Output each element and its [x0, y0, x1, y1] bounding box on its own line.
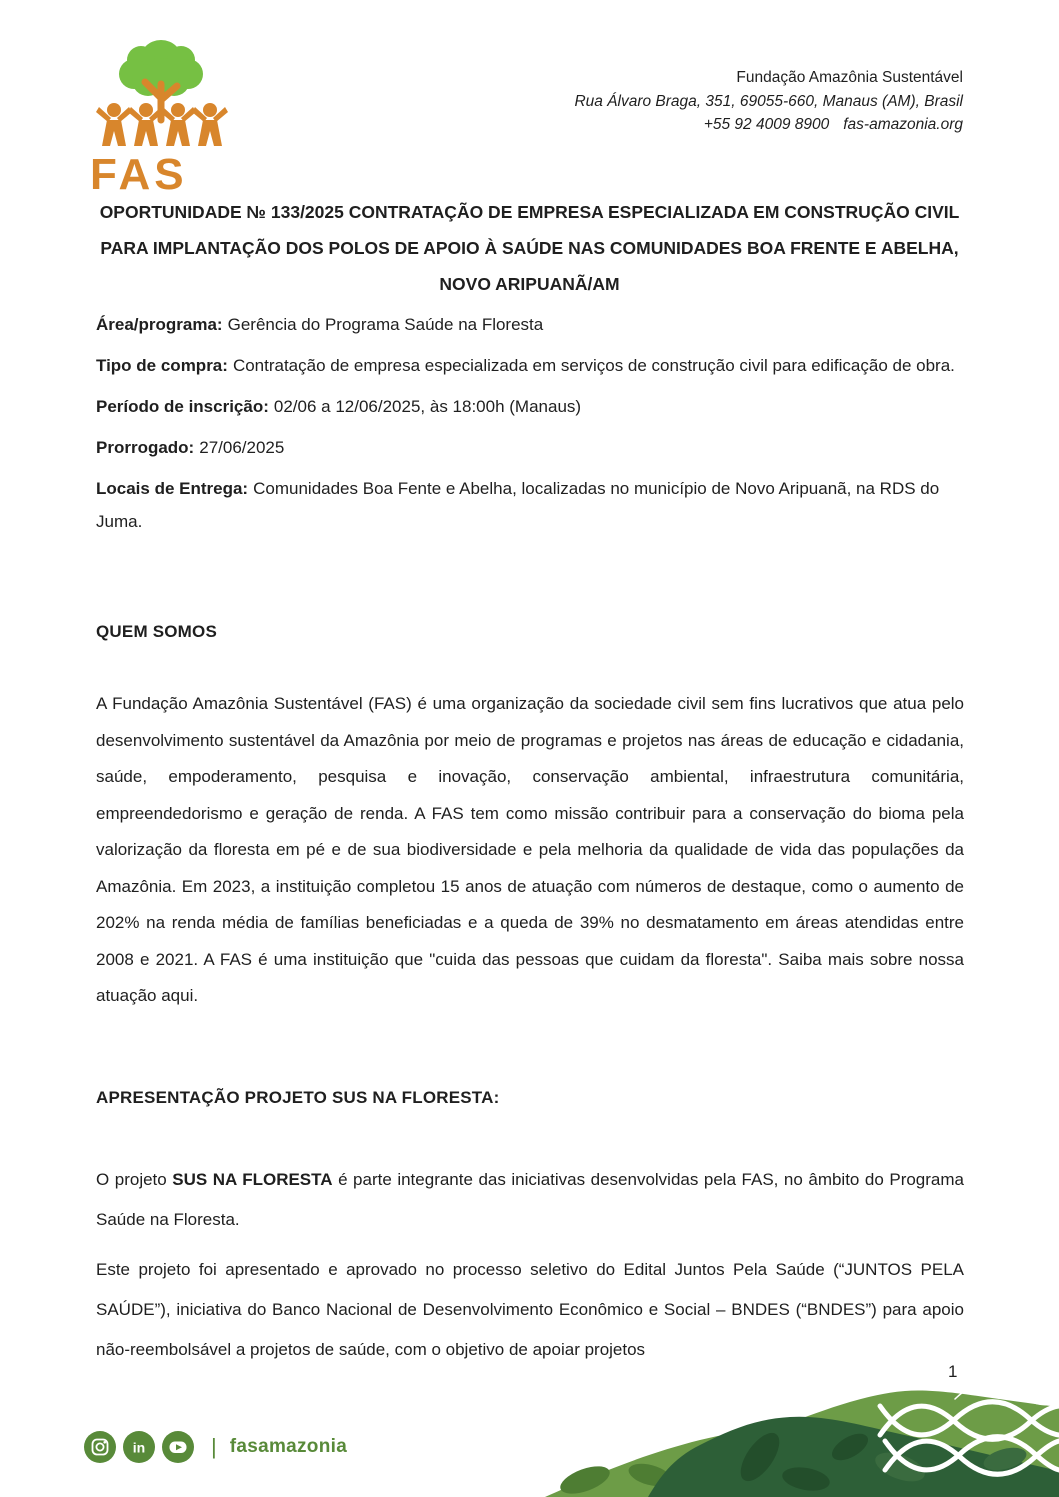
- field-label: Locais de Entrega:: [96, 479, 249, 498]
- org-name: Fundação Amazônia Sustentável: [736, 69, 963, 86]
- info-field-periodo: [96, 390, 964, 423]
- intro-text: O projeto: [96, 1170, 173, 1189]
- section-heading-apresentacao: APRESENTAÇÃO PROJETO SUS NA FLORESTA:: [96, 1088, 500, 1107]
- field-label: Prorrogado:: [96, 438, 195, 457]
- footer-social-bar: [84, 1431, 347, 1463]
- info-fields: [96, 308, 964, 546]
- tree-people-icon: [86, 36, 236, 148]
- field-label: Tipo de compra:: [96, 356, 228, 375]
- field-label: Área/programa:: [96, 315, 223, 334]
- linkedin-icon[interactable]: [123, 1431, 155, 1463]
- youtube-icon[interactable]: [162, 1431, 194, 1463]
- project-edital-paragraph: Este projeto foi apresentado e aprovado no processo seletivo do Edital Juntos Pela Saúde (“JUNTOS PELA SAÚDE”), iniciativa do Banco Nacional de Desenvolvimento Econômico e Social – BNDES (“BNDES”) para apoio não-reembolsável a projetos de saúde, com o objetivo de apoiar projetos: [96, 1260, 964, 1359]
- page-number: 1: [948, 1362, 958, 1381]
- org-website: fas-amazonia.org: [843, 116, 963, 133]
- document-title: OPORTUNIDADE № 133/2025 CONTRATAÇÃO DE EMPRESA ESPECIALIZADA EM CONSTRUÇÃO CIVIL PARA IMPLANTAÇÃO DOS POLOS DE APOIO À SAÚDE NAS COMUNIDADES BOA FRENTE E ABELHA, NOVO ARIPUANÃ/AM: [99, 202, 960, 294]
- org-phone: +55 92 4009 8900: [703, 116, 830, 133]
- intro-text: é parte integrante das iniciativas desenvolvidas pela FAS, no âmbito do Programa Saúde na Floresta.: [96, 1170, 964, 1229]
- field-value: Contratação de empresa especializada em serviços de construção civil para edificação de obra.: [232, 356, 955, 375]
- fas-logo-text: FAS: [90, 150, 188, 199]
- field-value: Comunidades Boa Fente e Abelha, localizadas no município de Novo Aripuanã, na RDS do Juma.: [96, 479, 940, 531]
- instagram-icon[interactable]: [84, 1431, 116, 1463]
- svg-text:in: in: [132, 1439, 146, 1456]
- info-field-locais: [96, 472, 964, 538]
- info-field-tipo: [96, 349, 964, 382]
- footer-wave-graphic: [0, 1327, 1059, 1497]
- section-heading-quem-somos: QUEM SOMOS: [96, 622, 218, 641]
- quem-somos-paragraph: A Fundação Amazônia Sustentável (FAS) é uma organização da sociedade civil sem fins lucrativos que atua pelo desenvolvimento sustentável da Amazônia por meio de programas e projetos nas áreas de educação e cidadania, saúde, empoderamento, pesquisa e inovação, conservação ambiental, infraestrutura comunitária, empreendedorismo e geração de renda. A FAS tem como missão contribuir para a conservação do bioma pela valorização da floresta em pé e de sua biodiversidade e pela melhoria da qualidade de vida das populações da Amazônia. Em 2023, a instituição completou 15 anos de atuação com números de destaque, como o aumento de 202% na renda média de famílias beneficiadas e a queda de 39% no desmatamento em áreas atendidas entre 2008 e 2021. A FAS é uma instituição que "cuida das pessoas que cuidam da floresta". Saiba mais sobre nossa atuação aqui.: [96, 694, 964, 1005]
- field-value: 02/06 a 12/06/2025, às 18:00h (Manaus): [273, 397, 582, 416]
- project-name-bold: SUS NA FLORESTA: [172, 1170, 333, 1189]
- handle-separator: |: [211, 1434, 217, 1459]
- fas-logo: [86, 36, 236, 197]
- social-handle: fasamazonia: [229, 1436, 348, 1457]
- field-label: Período de inscrição:: [96, 397, 269, 416]
- org-phone-site: [574, 113, 963, 137]
- info-field-prorrogado: [96, 431, 964, 464]
- project-intro-paragraph: [96, 1160, 964, 1240]
- field-value: Gerência do Programa Saúde na Floresta: [227, 315, 544, 334]
- field-value: 27/06/2025: [199, 438, 285, 457]
- header-contact-info: [574, 66, 963, 137]
- org-address: Rua Álvaro Braga, 351, 69055-660, Manaus (AM), Brasil: [574, 92, 963, 110]
- info-field-area: [96, 308, 964, 341]
